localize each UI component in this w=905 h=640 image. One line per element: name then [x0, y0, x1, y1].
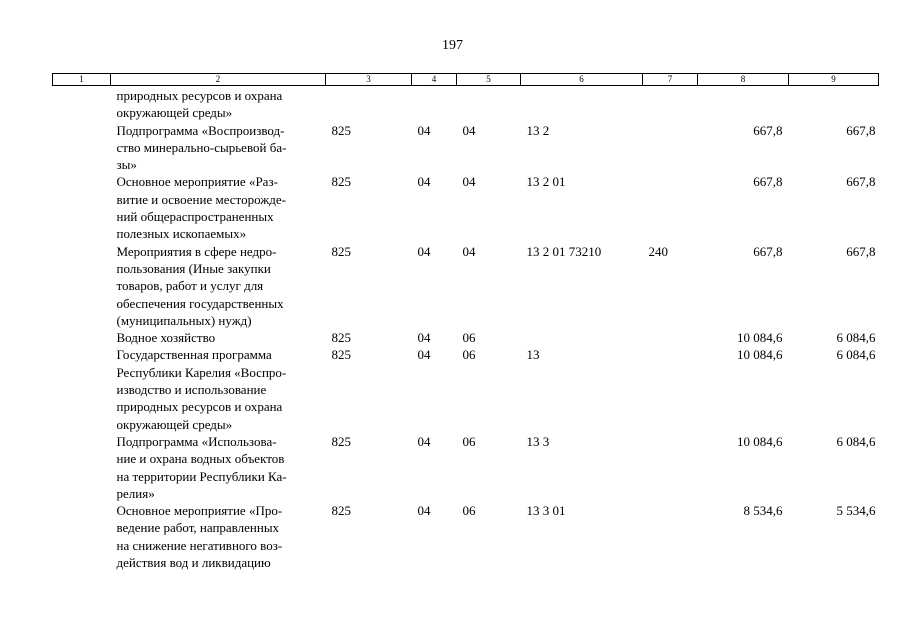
amount-col9-cell: 6 084,6 — [836, 433, 876, 449]
section-code-cell: 04 — [417, 243, 431, 259]
admin-code-cell: 825 — [331, 174, 351, 190]
admin-code-cell — [326, 86, 412, 122]
subsection-code-cell: 04 — [462, 174, 476, 190]
table-row — [53, 346, 879, 432]
amount-col9-cell: 667,8 — [846, 243, 876, 259]
row-number-cell — [53, 502, 111, 571]
target-article-cell: 13 2 01 73210 — [526, 243, 602, 259]
column-number-header: 2 — [111, 74, 326, 86]
table-row — [53, 433, 879, 502]
column-number-header: 8 — [698, 74, 789, 86]
subsection-code-cell: 06 — [462, 433, 476, 449]
item-name-cell: Подпрограмма «Использова- ние и охрана водных объектов на территории Республики Ка- релия» — [116, 433, 287, 501]
admin-code-cell: 825 — [331, 243, 351, 259]
target-article-cell: 13 — [526, 347, 540, 363]
amount-col9-cell — [789, 86, 879, 122]
table-row — [53, 86, 879, 122]
table-row — [53, 243, 879, 329]
section-code-cell: 04 — [417, 330, 431, 346]
target-article-cell: 13 2 01 — [526, 174, 566, 190]
row-number-cell — [53, 86, 111, 122]
row-number-cell — [53, 122, 111, 174]
subsection-code-cell: 04 — [462, 122, 476, 138]
row-number-cell — [53, 346, 111, 432]
section-code-cell — [412, 86, 457, 122]
amount-col8-cell: 667,8 — [753, 243, 783, 259]
column-number-header: 3 — [326, 74, 412, 86]
column-number-header: 5 — [457, 74, 521, 86]
expense-type-cell — [643, 346, 698, 432]
amount-col8-cell: 667,8 — [753, 122, 783, 138]
table-row — [53, 173, 879, 242]
column-number-header: 4 — [412, 74, 457, 86]
row-number-cell — [53, 243, 111, 329]
column-number-header: 9 — [789, 74, 879, 86]
item-name-cell: природных ресурсов и охрана окружающей среды» — [116, 88, 283, 121]
amount-col8-cell: 10 084,6 — [737, 347, 783, 363]
row-number-cell — [53, 433, 111, 502]
section-code-cell: 04 — [417, 122, 431, 138]
table-row — [53, 122, 879, 174]
section-code-cell: 04 — [417, 347, 431, 363]
subsection-code-cell: 06 — [462, 503, 476, 519]
expense-type-cell: 240 — [648, 243, 668, 259]
amount-col9-cell: 6 084,6 — [836, 330, 876, 346]
amount-col8-cell — [698, 86, 789, 122]
subsection-code-cell: 06 — [462, 330, 476, 346]
amount-col8-cell: 8 534,6 — [743, 503, 783, 519]
row-number-cell — [53, 173, 111, 242]
column-number-header: 6 — [521, 74, 643, 86]
amount-col9-cell: 6 084,6 — [836, 347, 876, 363]
expense-type-cell — [643, 329, 698, 346]
subsection-code-cell: 04 — [462, 243, 476, 259]
target-article-cell: 13 2 — [526, 122, 550, 138]
expense-type-cell — [643, 122, 698, 174]
column-number-header: 1 — [53, 74, 111, 86]
admin-code-cell: 825 — [331, 347, 351, 363]
item-name-cell: Основное мероприятие «Раз- витие и освоение месторожде- ний общераспространенных полезных ископаемых» — [116, 174, 286, 242]
admin-code-cell: 825 — [331, 330, 351, 346]
subsection-code-cell: 06 — [462, 347, 476, 363]
item-name-cell: Подпрограмма «Воспроизвод- ство минерально-сырьевой ба- зы» — [116, 122, 287, 173]
amount-col9-cell: 667,8 — [846, 174, 876, 190]
table-row — [53, 329, 879, 346]
admin-code-cell: 825 — [331, 122, 351, 138]
amount-col8-cell: 667,8 — [753, 174, 783, 190]
admin-code-cell: 825 — [331, 433, 351, 449]
target-article-cell — [521, 329, 643, 346]
page-number: 197 — [442, 38, 463, 53]
subsection-code-cell — [457, 86, 521, 122]
column-number-header: 7 — [643, 74, 698, 86]
amount-col9-cell: 667,8 — [846, 122, 876, 138]
item-name-cell: Государственная программа Республики Карелия «Воспро- изводство и использование природных ресурсов и охрана окружающей среды» — [116, 347, 287, 432]
section-code-cell: 04 — [417, 174, 431, 190]
admin-code-cell: 825 — [331, 503, 351, 519]
target-article-cell: 13 3 01 — [526, 503, 566, 519]
budget-table — [52, 73, 879, 571]
amount-col8-cell: 10 084,6 — [737, 330, 783, 346]
column-number-header-row — [53, 74, 879, 86]
table-row — [53, 502, 879, 571]
item-name-cell: Основное мероприятие «Про- ведение работ, направленных на снижение негативного воз- действия вод и ликвидацию — [116, 503, 283, 571]
section-code-cell: 04 — [417, 433, 431, 449]
expense-type-cell — [643, 173, 698, 242]
expense-type-cell — [643, 86, 698, 122]
item-name-cell: Мероприятия в сфере недро- пользования (Иные закупки товаров, работ и услуг для обеспечения государственных (муниципальных) нужд) — [116, 243, 284, 328]
expense-type-cell — [643, 502, 698, 571]
target-article-cell — [521, 86, 643, 122]
section-code-cell: 04 — [417, 503, 431, 519]
amount-col9-cell: 5 534,6 — [836, 503, 876, 519]
target-article-cell: 13 3 — [526, 433, 550, 449]
amount-col8-cell: 10 084,6 — [737, 433, 783, 449]
expense-type-cell — [643, 433, 698, 502]
item-name-cell: Водное хозяйство — [116, 330, 216, 346]
row-number-cell — [53, 329, 111, 346]
